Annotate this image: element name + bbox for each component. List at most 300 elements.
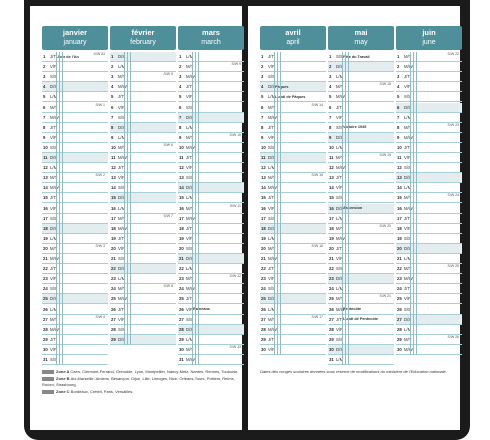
weekday-label: D/S: [404, 175, 412, 181]
day-row[interactable]: [396, 204, 462, 214]
day-row[interactable]: [260, 284, 326, 294]
day-number: 4: [397, 84, 400, 90]
day-row[interactable]: [178, 62, 244, 72]
day-row[interactable]: [260, 315, 326, 325]
day-row[interactable]: [178, 72, 244, 82]
day-row[interactable]: [260, 113, 326, 123]
day-number: 4: [111, 84, 114, 90]
day-number: 5: [397, 94, 400, 100]
weekday-label: D/S: [336, 346, 344, 352]
day-row[interactable]: [328, 214, 394, 224]
day-number: 24: [111, 286, 116, 292]
day-row[interactable]: [42, 113, 108, 123]
day-row[interactable]: [110, 254, 176, 264]
day-number: 8: [111, 124, 114, 130]
day-number: 19: [111, 235, 116, 241]
day-row[interactable]: [260, 133, 326, 143]
zone-label: Zone C: [56, 388, 71, 394]
day-row[interactable]: [260, 224, 326, 234]
day-row[interactable]: [328, 113, 394, 123]
day-row[interactable]: [42, 224, 108, 234]
day-row[interactable]: [260, 204, 326, 214]
day-row[interactable]: [110, 173, 176, 183]
day-row[interactable]: [260, 335, 326, 345]
day-row[interactable]: [110, 123, 176, 133]
day-row[interactable]: [42, 274, 108, 284]
week-number: S/W 3: [95, 243, 105, 248]
day-row[interactable]: [260, 92, 326, 102]
day-row[interactable]: [42, 173, 108, 183]
day-row[interactable]: [260, 72, 326, 82]
day-number: 16: [261, 205, 266, 211]
day-row[interactable]: [328, 305, 394, 315]
weekday-label: M/T: [336, 155, 344, 160]
day-number: 22: [43, 266, 48, 272]
day-number: 13: [111, 175, 116, 181]
day-row[interactable]: [178, 52, 244, 62]
weekday-label: J/T: [118, 165, 124, 171]
day-row[interactable]: [178, 325, 244, 335]
day-row[interactable]: [260, 173, 326, 183]
day-row[interactable]: [260, 62, 326, 72]
day-row[interactable]: [396, 173, 462, 183]
day-row[interactable]: [260, 294, 326, 304]
day-number: 7: [179, 114, 182, 120]
day-row[interactable]: [110, 113, 176, 123]
day-number: 14: [397, 185, 402, 191]
weekday-label: M/T: [50, 316, 58, 322]
day-row[interactable]: [260, 82, 326, 92]
day-row[interactable]: [328, 315, 394, 325]
weekday-label: M/T: [50, 245, 58, 251]
day-row[interactable]: [328, 62, 394, 72]
weekday-label: J/T: [268, 195, 274, 201]
day-row[interactable]: [178, 264, 244, 274]
day-row[interactable]: [260, 274, 326, 284]
day-row[interactable]: [42, 305, 108, 315]
day-row[interactable]: [260, 183, 326, 193]
month-name-en: january: [63, 39, 87, 46]
zone-column-line: [345, 52, 346, 365]
day-row[interactable]: [328, 133, 394, 143]
day-row[interactable]: [260, 143, 326, 153]
day-row[interactable]: [396, 315, 462, 325]
week-number: S/W 15: [311, 173, 323, 178]
day-number: 21: [261, 256, 266, 261]
weekday-label: M/W: [268, 326, 277, 332]
day-row[interactable]: [110, 315, 176, 325]
day-row[interactable]: [328, 52, 394, 62]
day-row[interactable]: [110, 183, 176, 193]
day-row[interactable]: [260, 325, 326, 335]
day-row[interactable]: [260, 305, 326, 315]
day-row[interactable]: [260, 254, 326, 264]
day-row[interactable]: [178, 204, 244, 214]
weekday-label: M/T: [118, 74, 126, 80]
day-row[interactable]: [178, 163, 244, 173]
day-number: 25: [329, 296, 334, 302]
day-number: 21: [329, 256, 334, 261]
day-number: 24: [329, 286, 334, 292]
weekday-label: M/W: [336, 306, 345, 312]
day-row[interactable]: [42, 294, 108, 304]
day-row[interactable]: [328, 193, 394, 203]
day-row[interactable]: [328, 345, 394, 355]
day-row[interactable]: [260, 103, 326, 113]
day-number: 12: [397, 165, 402, 171]
day-row[interactable]: [42, 143, 108, 153]
day-row[interactable]: [260, 153, 326, 163]
day-row[interactable]: [396, 234, 462, 244]
day-row[interactable]: [328, 234, 394, 244]
day-row[interactable]: [110, 92, 176, 102]
day-row[interactable]: [42, 103, 108, 113]
day-row[interactable]: [178, 143, 244, 153]
weekday-label: D/S: [186, 185, 194, 191]
day-row[interactable]: [178, 244, 244, 254]
day-number: 8: [179, 124, 182, 130]
day-row[interactable]: [328, 163, 394, 173]
day-number: 7: [329, 114, 332, 120]
zone-column-line: [342, 52, 343, 365]
day-row[interactable]: [42, 204, 108, 214]
day-row[interactable]: [260, 264, 326, 274]
day-row[interactable]: [42, 284, 108, 294]
day-row[interactable]: [178, 234, 244, 244]
day-number: 25: [111, 296, 116, 302]
day-row[interactable]: [396, 214, 462, 224]
day-number: 10: [397, 144, 402, 150]
weekday-label: J/T: [268, 124, 274, 130]
day-number: 22: [397, 266, 402, 272]
day-row[interactable]: [396, 82, 462, 92]
day-number: 1: [261, 54, 264, 59]
day-row[interactable]: [178, 355, 244, 365]
day-number: 8: [43, 124, 46, 130]
month-header-février: [110, 26, 176, 50]
day-number: 1: [397, 54, 400, 59]
day-row[interactable]: [42, 153, 108, 163]
day-row[interactable]: [328, 123, 394, 133]
day-row[interactable]: [178, 224, 244, 234]
day-row[interactable]: [178, 335, 244, 345]
day-row[interactable]: [328, 325, 394, 335]
weekday-label: L/M: [118, 64, 126, 70]
month-name-fr: avril: [285, 28, 301, 37]
day-row[interactable]: [110, 163, 176, 173]
day-row[interactable]: [110, 193, 176, 203]
weekday-label: J/T: [336, 175, 342, 181]
day-row[interactable]: [396, 345, 462, 355]
day-row[interactable]: [178, 123, 244, 133]
day-number: 24: [261, 286, 266, 292]
day-number: 23: [111, 276, 116, 282]
day-row[interactable]: [110, 103, 176, 113]
day-row[interactable]: [328, 72, 394, 82]
holiday-label: Lundi de Pâques: [275, 94, 306, 99]
day-number: 11: [43, 155, 48, 160]
weekday-label: M/W: [186, 357, 195, 362]
day-row[interactable]: [178, 133, 244, 143]
day-row[interactable]: [110, 335, 176, 345]
day-row[interactable]: [110, 274, 176, 284]
month-name-fr: juin: [422, 28, 436, 37]
day-row[interactable]: [110, 82, 176, 92]
day-row[interactable]: [260, 234, 326, 244]
day-row[interactable]: [178, 103, 244, 113]
day-row[interactable]: [42, 163, 108, 173]
day-row[interactable]: [396, 133, 462, 143]
day-row[interactable]: [328, 173, 394, 183]
day-row[interactable]: [110, 234, 176, 244]
day-number: 7: [397, 114, 400, 120]
day-row[interactable]: [42, 244, 108, 254]
weekday-label: M/W: [268, 256, 277, 261]
weekday-label: D/S: [336, 276, 344, 282]
day-row[interactable]: [260, 345, 326, 355]
day-row[interactable]: [178, 173, 244, 183]
weekday-label: S/S: [404, 235, 411, 241]
day-row[interactable]: [110, 214, 176, 224]
day-row[interactable]: [260, 123, 326, 133]
weekday-label: M/T: [404, 124, 412, 130]
day-number: 25: [261, 296, 266, 302]
day-row[interactable]: [42, 335, 108, 345]
day-row[interactable]: [42, 193, 108, 203]
day-row[interactable]: [42, 325, 108, 335]
day-row[interactable]: [110, 52, 176, 62]
day-row[interactable]: [42, 355, 108, 365]
weekday-label: M/T: [404, 266, 412, 272]
day-number: 2: [111, 64, 114, 70]
day-number: 13: [43, 175, 48, 181]
day-number: 21: [43, 256, 48, 261]
day-number: 3: [43, 74, 46, 80]
day-row[interactable]: [178, 345, 244, 355]
day-row[interactable]: [178, 214, 244, 224]
day-row[interactable]: [178, 305, 244, 315]
day-row[interactable]: [110, 325, 176, 335]
day-row[interactable]: [396, 72, 462, 82]
weekday-label: D/S: [186, 256, 194, 261]
day-row[interactable]: [328, 355, 394, 365]
day-row[interactable]: [110, 143, 176, 153]
day-row[interactable]: [396, 224, 462, 234]
left-page: [30, 6, 242, 430]
day-row[interactable]: [328, 264, 394, 274]
zone-column-line: [274, 52, 275, 355]
day-row[interactable]: [396, 113, 462, 123]
day-row[interactable]: [328, 153, 394, 163]
day-row[interactable]: [110, 294, 176, 304]
weekday-label: L/M: [118, 205, 126, 211]
day-row[interactable]: [328, 284, 394, 294]
day-row[interactable]: [328, 294, 394, 304]
weekday-label: M/T: [336, 225, 344, 231]
day-row[interactable]: [42, 183, 108, 193]
day-row[interactable]: [260, 193, 326, 203]
weekday-label: D/S: [336, 134, 344, 140]
day-row[interactable]: [178, 113, 244, 123]
day-number: 29: [43, 336, 48, 342]
day-row[interactable]: [42, 345, 108, 355]
day-number: 22: [329, 266, 334, 272]
weekday-label: L/M: [186, 54, 194, 59]
zone-column-line: [127, 52, 128, 345]
day-number: 27: [111, 316, 116, 322]
day-row[interactable]: [328, 103, 394, 113]
day-row[interactable]: [42, 214, 108, 224]
zone-label: Zone B: [56, 375, 71, 381]
day-row[interactable]: [396, 274, 462, 284]
day-row[interactable]: [396, 325, 462, 335]
day-row[interactable]: [178, 284, 244, 294]
day-number: 5: [329, 94, 332, 100]
weekday-label: S/S: [50, 215, 57, 221]
day-row[interactable]: [178, 294, 244, 304]
weekday-label: J/T: [50, 54, 56, 59]
day-number: 15: [397, 195, 402, 201]
day-row[interactable]: [396, 305, 462, 315]
day-row[interactable]: [110, 62, 176, 72]
day-row[interactable]: [42, 254, 108, 264]
day-row[interactable]: [396, 264, 462, 274]
weekday-label: M/T: [268, 316, 276, 322]
day-row[interactable]: [396, 193, 462, 203]
day-row[interactable]: [42, 52, 108, 62]
day-row[interactable]: [396, 284, 462, 294]
day-row[interactable]: [396, 103, 462, 113]
day-row[interactable]: [178, 183, 244, 193]
day-number: 8: [329, 124, 332, 130]
day-row[interactable]: [42, 92, 108, 102]
day-row[interactable]: [328, 274, 394, 284]
day-row[interactable]: [42, 72, 108, 82]
day-row[interactable]: [110, 284, 176, 294]
weekday-label: S/S: [268, 74, 275, 80]
day-row[interactable]: [328, 143, 394, 153]
day-row[interactable]: [42, 82, 108, 92]
day-row[interactable]: [42, 62, 108, 72]
day-row[interactable]: [396, 153, 462, 163]
day-row[interactable]: [396, 123, 462, 133]
day-row[interactable]: [328, 183, 394, 193]
day-row[interactable]: [328, 244, 394, 254]
day-number: 17: [261, 215, 266, 221]
day-row[interactable]: [42, 123, 108, 133]
weekday-label: D/S: [404, 245, 412, 251]
day-row[interactable]: [110, 224, 176, 234]
weekday-label: M/W: [118, 225, 127, 231]
weekday-label: V/F: [118, 245, 125, 251]
weekday-label: L/M: [404, 326, 412, 332]
day-row[interactable]: [110, 153, 176, 163]
weekday-label: M/T: [118, 286, 126, 292]
day-number: 3: [111, 74, 114, 80]
day-number: 7: [43, 114, 46, 120]
day-row[interactable]: [42, 315, 108, 325]
day-row[interactable]: [260, 163, 326, 173]
day-row[interactable]: [396, 52, 462, 62]
day-row[interactable]: [110, 264, 176, 274]
weekday-label: J/T: [50, 124, 56, 130]
day-row[interactable]: [110, 72, 176, 82]
day-row[interactable]: [396, 92, 462, 102]
day-row[interactable]: [178, 193, 244, 203]
month-name-en: march: [201, 39, 221, 46]
day-row[interactable]: [328, 204, 394, 214]
day-number: 31: [329, 357, 334, 362]
weekday-label: D/S: [186, 114, 194, 120]
day-number: 14: [179, 185, 184, 191]
day-row[interactable]: [328, 335, 394, 345]
day-row[interactable]: [396, 62, 462, 72]
weekday-label: M/W: [50, 326, 59, 332]
day-number: 9: [179, 134, 182, 140]
day-row[interactable]: [328, 82, 394, 92]
weekday-label: S/S: [186, 175, 193, 181]
weekday-label: L/M: [186, 195, 194, 201]
day-row[interactable]: [110, 204, 176, 214]
day-row[interactable]: [396, 254, 462, 264]
holiday-label: Fête du Travail: [343, 54, 370, 59]
day-row[interactable]: [260, 214, 326, 224]
week-number: S/W 5: [163, 72, 173, 77]
day-row[interactable]: [110, 305, 176, 315]
weekday-label: D/S: [268, 155, 276, 160]
day-row[interactable]: [110, 244, 176, 254]
day-row[interactable]: [396, 143, 462, 153]
note-text: Bordeaux, Créteil, Paris, Versailles.: [70, 388, 134, 394]
day-number: 16: [397, 205, 402, 211]
week-number: S/W 11: [229, 203, 241, 208]
day-row[interactable]: [396, 183, 462, 193]
day-row[interactable]: [178, 274, 244, 284]
day-row[interactable]: [42, 234, 108, 244]
day-row[interactable]: [178, 254, 244, 264]
weekday-label: J/T: [186, 225, 192, 231]
day-number: 10: [261, 144, 266, 150]
day-row[interactable]: [110, 133, 176, 143]
day-row[interactable]: [396, 163, 462, 173]
zone-swatch: [42, 377, 54, 381]
holiday-label: Ascension: [343, 206, 363, 210]
day-number: 6: [111, 104, 114, 110]
day-row[interactable]: [178, 82, 244, 92]
day-number: 9: [397, 134, 400, 140]
day-row[interactable]: [396, 294, 462, 304]
day-row[interactable]: [396, 335, 462, 345]
day-row[interactable]: [178, 315, 244, 325]
weekday-label: J/T: [186, 296, 192, 302]
day-row[interactable]: [260, 244, 326, 254]
day-row[interactable]: [42, 264, 108, 274]
day-row[interactable]: [178, 153, 244, 163]
day-row[interactable]: [178, 92, 244, 102]
day-row[interactable]: [42, 133, 108, 143]
weekday-label: M/T: [186, 205, 194, 211]
weekday-label: D/S: [118, 266, 126, 272]
day-row[interactable]: [396, 244, 462, 254]
day-number: 14: [261, 185, 266, 191]
day-row[interactable]: [328, 92, 394, 102]
weekday-label: S/S: [268, 286, 275, 292]
day-row[interactable]: [328, 254, 394, 264]
weekday-label: J/T: [50, 336, 56, 342]
day-row[interactable]: [328, 224, 394, 234]
weekday-label: V/F: [336, 114, 343, 120]
day-row[interactable]: [260, 52, 326, 62]
